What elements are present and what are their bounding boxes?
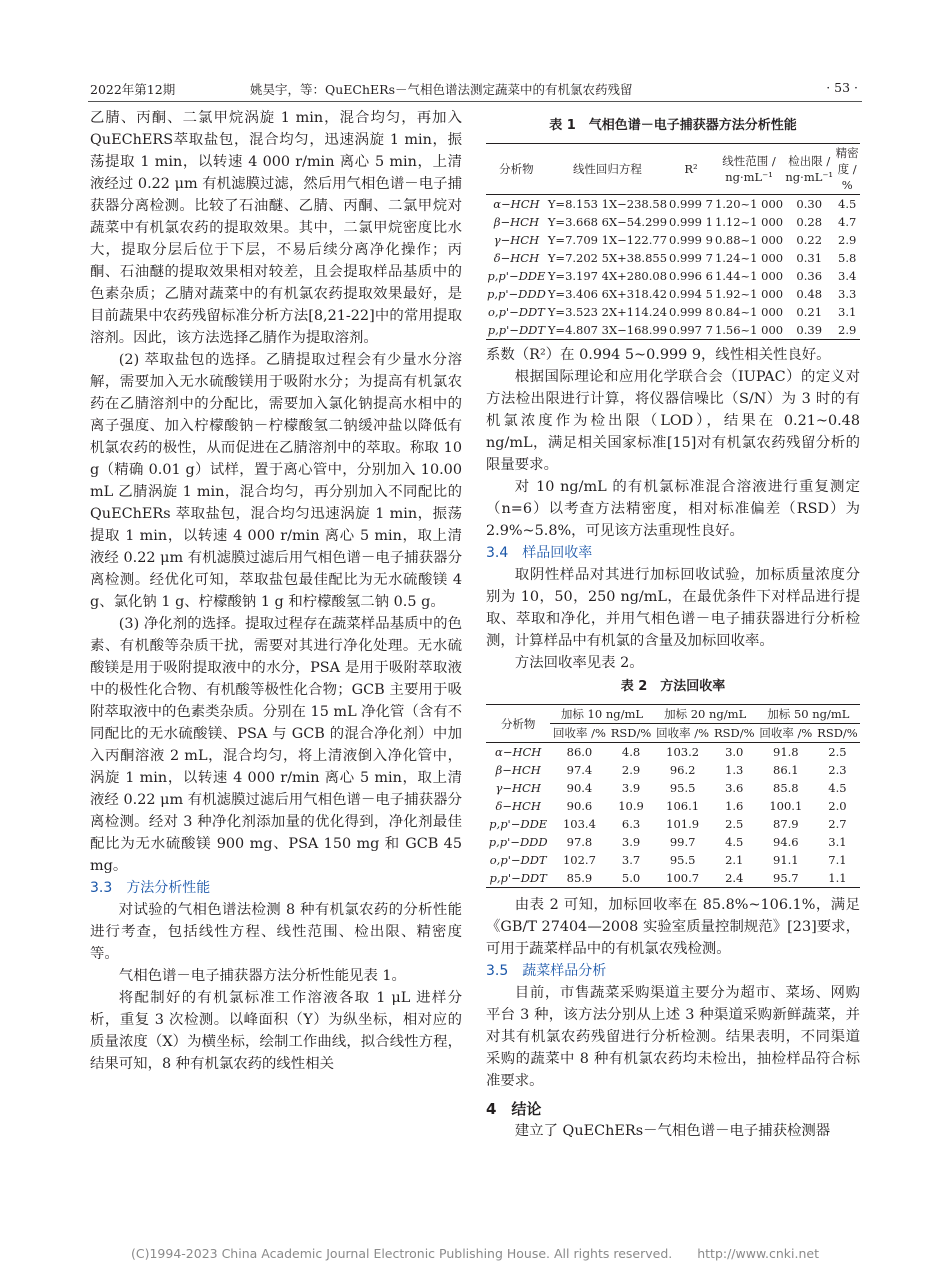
value-cell: Y=7.202 5X+38.855 (547, 251, 668, 265)
table1-row (486, 303, 860, 321)
table2-subheader: RSD/% (815, 724, 860, 743)
value-cell: 1.56~1 000 (714, 321, 784, 340)
value-cell: 10.9 (618, 799, 644, 813)
value-cell: 5.0 (609, 869, 654, 888)
value-cell: 0.994 5 (669, 287, 713, 301)
value-cell: 4.5 (828, 781, 847, 795)
value-cell: 0.21 (796, 305, 823, 319)
value-cell: 3.9 (621, 835, 641, 849)
analyte-cell: α−HCH (493, 197, 540, 211)
value-cell: 0.84~1 000 (714, 305, 784, 319)
value-cell: 103.4 (562, 817, 596, 831)
value-cell: 0.999 7 (669, 251, 713, 265)
table1-caption: 表 1 气相色谱－电子捕获器方法分析性能 (549, 118, 797, 133)
table2-row (486, 869, 860, 888)
value-cell: 86.1 (773, 763, 799, 777)
paragraph: 气相色谱－电子捕获器方法分析性能见表 1。 (118, 968, 406, 984)
paragraph: 系数（R²）在 0.994 5~0.999 9，线性相关性良好。 (486, 347, 831, 363)
value-cell: 3.9 (621, 781, 641, 795)
paragraph: (2) 萃取盐包的选择。乙腈提取过程会有少量水分溶解，需要加入无水硫酸镁用于吸附水分；为提高有机氯农药在乙腈溶剂中的分配比，需要加入氯化钠提高水相中的离子强度、加入柠檬酸钠－柠檬酸氢二钠缓冲盐以降低有机氯农药的极性，从而促进在乙腈溶剂中的萃取。称取 10 g（精确 0.01 g）试样，置于离心管中，分别加入 10.00 mL 乙腈涡旋 1 min，混合均匀，再分别加入不同配比的 QuEChERs 萃取盐包，混合均匀迅速涡旋 1 min，振荡提取 1 min，以转速 4 000 r/min 离心 5 min，取上清液经 0.22 μm 有机滤膜过滤后用气相色谱－电子捕获器分离检测。经优化可知，萃取盐包最佳配比为无水硫酸镁 4 g、氯化钠 1 g、柠檬酸钠 1 g 和柠檬酸氢二钠 0.5 g。 (90, 352, 462, 610)
value-cell: 102.7 (562, 853, 596, 867)
paragraph: (3) 净化剂的选择。提取过程存在蔬菜样品基质中的色素、有机酸等杂质干扰，需要对其进行净化处理。无水硫酸镁是用于吸附提取液中的水分，PSA 是用于吸附萃取液中的极性化合物、有机酸等极性化合物；GCB 主要用于吸附萃取液中的色素类杂质。分别在 15 mL 净化管（含有不同配比的无水硫酸镁、PSA 与 GCB 的混合净化剂）中加入丙酮溶液 2 mL，混合均匀，将上清液倒入净化管中，涡旋 1 min，以转速 4 000 r/min 离心 5 min，取上清液经 0.22 μm 有机滤膜过滤后用气相色谱－电子捕获器分离检测。经对 3 种净化剂添加量的优化得到，净化剂最佳配比为无水硫酸镁 900 mg、PSA 150 mg 和 GCB 45 mg。 (90, 616, 462, 874)
value-cell: 2.5 (725, 817, 744, 831)
table2-row (486, 797, 860, 815)
table1 (486, 143, 860, 340)
value-cell: 0.999 1 (669, 215, 713, 229)
table1-header: 检出限 / ng·mL⁻¹ (784, 144, 834, 195)
value-cell: 2.4 (712, 869, 757, 888)
value-cell: 3.7 (621, 853, 641, 867)
table1-row (486, 267, 860, 285)
analyte-cell: p,p'−DDT (486, 869, 550, 888)
table2-group-header: 加标 50 ng/mL (757, 705, 860, 724)
value-cell: 91.8 (773, 745, 799, 759)
value-cell: 2.9 (838, 233, 857, 247)
value-cell: 2.3 (828, 763, 847, 777)
section-heading-3-3: 3.3 方法分析性能 (90, 880, 211, 896)
value-cell: 99.7 (669, 835, 696, 849)
header-issue: 2022年第12期 (90, 82, 176, 97)
analyte-cell: p,p'−DDD (488, 835, 548, 849)
section-heading-3-4: 3.4 样品回收率 (486, 545, 593, 561)
paragraph: 乙腈、丙酮、二氯甲烷涡旋 1 min，混合均匀，再加入QuEChERS萃取盐包，混合均匀，迅速涡旋 1 min，振荡提取 1 min，以转速 4 000 r/min 离心 5 min，上清液经过 0.22 μm 有机滤膜过滤，然后用气相色谱－电子捕获器分离检测。比较了石油醚、乙腈、丙酮、二氯甲烷对蔬菜中有机氯农药的提取效果。其中，二氯甲烷密度比水大，提取分层后位于下层，不易后续分离净化操作；丙酮、石油醚的提取效果相对较差，且会提取样品基质中的色素杂质；乙腈对蔬菜中的有机氯农药提取效果最好，是目前蔬果中农药残留标准分析方法[8,21-22]中的常用提取溶剂。因此，该方法选择乙腈作为提取溶剂。 (90, 110, 462, 346)
table2-group-header: 加标 10 ng/mL (550, 705, 653, 724)
value-cell: 2.5 (828, 745, 847, 759)
paragraph: 将配制好的有机氯标准工作溶液各取 1 μL 进样分析，重复 3 次检测。以峰面积（Y）为纵坐标，相对应的质量浓度（X）为横坐标，绘制工作曲线，拟合线性方程，结果可知，8 种有机氯农药的线性相关 (90, 990, 462, 1072)
table2 (486, 704, 860, 888)
value-cell: 106.1 (666, 799, 700, 813)
value-cell: 0.22 (796, 233, 823, 247)
paragraph: 根据国际理论和应用化学联合会（IUPAC）的定义对方法检出限进行计算，将仪器信噪比（S/N）为 3 时的有机氯浓度作为检出限（LOD），结果在 0.21~0.48 ng/mL，满足相关国家标准[15]对有机氯农药残留分析的限量要求。 (486, 369, 860, 473)
right-column (486, 113, 860, 1142)
table1-header: 精密度 / % (834, 144, 860, 195)
table1-row (486, 195, 860, 214)
value-cell: Y=8.153 1X−238.58 (547, 197, 668, 211)
value-cell: 0.48 (796, 287, 823, 301)
value-cell: 4.5 (725, 835, 744, 849)
table2-subheader: 回收率 /% (550, 724, 608, 743)
table1-header: 线性回归方程 (547, 144, 668, 195)
table2-subheader: 回收率 /% (757, 724, 815, 743)
analyte-cell: δ−HCH (495, 799, 541, 813)
table2-header-analyte: 分析物 (486, 705, 550, 743)
value-cell: 1.20~1 000 (714, 197, 784, 211)
value-cell: 7.1 (828, 853, 847, 867)
table1-header: R² (668, 144, 714, 195)
value-cell: 0.999 7 (669, 197, 713, 211)
value-cell: 97.4 (566, 763, 593, 777)
analyte-cell: β−HCH (493, 215, 539, 229)
paragraph: 建立了 QuEChERs－气相色谱－电子捕获检测器 (514, 1123, 831, 1139)
table2-subheader: RSD/% (712, 724, 757, 743)
analyte-cell: o,p'−DDT (489, 853, 547, 867)
value-cell: 96.2 (669, 763, 696, 777)
value-cell: 0.39 (784, 321, 834, 340)
table2-group-header: 加标 20 ng/mL (654, 705, 757, 724)
table2-row (486, 779, 860, 797)
value-cell: Y=3.197 4X+280.08 (547, 269, 668, 283)
value-cell: 97.8 (566, 835, 593, 849)
table2-row (486, 815, 860, 833)
value-cell: 1.6 (725, 799, 744, 813)
value-cell: 2.7 (828, 817, 847, 831)
value-cell: 85.9 (550, 869, 608, 888)
value-cell: 1.1 (815, 869, 860, 888)
value-cell: 2.9 (834, 321, 860, 340)
value-cell: 95.5 (669, 781, 696, 795)
copyright-footer: (C)1994-2023 China Academic Journal Electronic Publishing House. All rights reserved. http://www.cnki.net (130, 1246, 820, 1261)
paragraph: 由表 2 可知，加标回收率在 85.8%~106.1%，满足《GB/T 27404—2008 实验室质量控制规范》[23]要求，可用于蔬菜样品中的有机氯农残检测。 (486, 897, 860, 957)
value-cell: 0.28 (796, 215, 823, 229)
table2-caption: 表 2 方法回收率 (620, 679, 726, 694)
section-heading-4: 4 结论 (486, 1100, 542, 1118)
value-cell: 3.4 (838, 269, 857, 283)
value-cell: 1.44~1 000 (714, 269, 784, 283)
value-cell: 0.996 6 (669, 269, 713, 283)
value-cell: 2.0 (828, 799, 847, 813)
value-cell: 1.24~1 000 (714, 251, 784, 265)
table1-row (486, 321, 860, 340)
value-cell: 0.999 8 (669, 305, 713, 319)
value-cell: 90.4 (566, 781, 593, 795)
value-cell: 85.8 (773, 781, 799, 795)
value-cell: 91.1 (773, 853, 799, 867)
value-cell: 6.3 (621, 817, 641, 831)
section-heading-3-5: 3.5 蔬菜样品分析 (486, 963, 607, 979)
table2-row (486, 833, 860, 851)
value-cell: 94.6 (773, 835, 799, 849)
value-cell: 2.1 (725, 853, 744, 867)
analyte-cell: δ−HCH (493, 251, 540, 265)
paragraph: 对试验的气相色谱法检测 8 种有机氯农药的分析性能进行考查，包括线性方程、线性范围、检出限、精密度等。 (90, 902, 462, 962)
value-cell: 87.9 (773, 817, 799, 831)
value-cell: 90.6 (566, 799, 593, 813)
analyte-cell: p,p'−DDD (487, 287, 546, 301)
value-cell: 100.1 (769, 799, 803, 813)
value-cell: 0.999 9 (669, 233, 713, 247)
left-column (90, 107, 462, 1075)
value-cell: 0.30 (796, 197, 823, 211)
paragraph: 目前，市售蔬菜采购渠道主要分为超市、菜场、网购平台 3 种，该方法分别从上述 3 种渠道采购新鲜蔬菜，并对其有机氯农药残留进行分析检测。结果表明，不同渠道采购的蔬菜中 8 种有机氯农药均未检出，抽检样品符合标准要求。 (486, 985, 860, 1089)
value-cell: 2.9 (621, 763, 641, 777)
value-cell: 4.8 (621, 745, 641, 759)
value-cell: Y=3.406 6X+318.42 (547, 287, 668, 301)
header-title: 姚昊宇，等：QuEChERs－气相色谱法测定蔬菜中的有机氯农药残留 (250, 82, 633, 97)
value-cell: 3.1 (838, 305, 857, 319)
value-cell: 3.0 (725, 745, 744, 759)
table2-row (486, 761, 860, 779)
table1-header: 分析物 (486, 144, 547, 195)
analyte-cell: o,p'−DDT (487, 305, 545, 319)
value-cell: 4.7 (838, 215, 857, 229)
value-cell: 95.7 (757, 869, 815, 888)
analyte-cell: γ−HCH (495, 781, 541, 795)
paragraph: 取阴性样品对其进行加标回收试验，加标质量浓度分别为 10，50，250 ng/mL，在最优条件下对样品进行提取、萃取和净化，并用气相色谱－电子捕获器进行分析检测，计算样品中有机氯的含量及加标回收率。 (486, 567, 860, 649)
table1-row (486, 213, 860, 231)
analyte-cell: β−HCH (495, 763, 541, 777)
value-cell: Y=7.709 1X−122.77 (547, 233, 668, 247)
value-cell: 0.36 (796, 269, 823, 283)
value-cell: 95.5 (669, 853, 696, 867)
value-cell: 4.5 (838, 197, 857, 211)
analyte-cell: γ−HCH (493, 233, 540, 247)
value-cell: 100.7 (654, 869, 712, 888)
analyte-cell: p,p'−DDE (487, 269, 546, 283)
value-cell: 86.0 (566, 745, 593, 759)
value-cell: 1.92~1 000 (714, 287, 784, 301)
value-cell: 0.31 (796, 251, 823, 265)
table1-row (486, 231, 860, 249)
value-cell: 0.88~1 000 (714, 233, 784, 247)
analyte-cell: α−HCH (495, 745, 542, 759)
paragraph: 对 10 ng/mL 的有机氯标准混合溶液进行重复测定（n=6）以考查方法精密度，相对标准偏差（RSD）为 2.9%~5.8%，可见该方法重现性良好。 (486, 479, 860, 539)
table1-row (486, 249, 860, 267)
value-cell: 0.997 7 (668, 321, 714, 340)
value-cell: 5.8 (838, 251, 857, 265)
value-cell: 101.9 (666, 817, 700, 831)
table2-subheader: 回收率 /% (654, 724, 712, 743)
table2-row (486, 743, 860, 762)
value-cell: 3.3 (838, 287, 857, 301)
value-cell: Y=4.807 3X−168.99 (547, 321, 668, 340)
header-page-number: · 53 · (826, 80, 858, 95)
header-rule (88, 101, 862, 102)
value-cell: 1.3 (725, 763, 744, 777)
value-cell: Y=3.523 2X+114.24 (547, 305, 668, 319)
paragraph: 方法回收率见表 2。 (514, 655, 644, 671)
table2-row (486, 851, 860, 869)
value-cell: 1.12~1 000 (714, 215, 784, 229)
value-cell: 3.6 (725, 781, 744, 795)
analyte-cell: p,p'−DDT (486, 321, 547, 340)
table1-header: 线性范围 / ng·mL⁻¹ (714, 144, 784, 195)
value-cell: 3.1 (828, 835, 847, 849)
analyte-cell: p,p'−DDE (489, 817, 548, 831)
value-cell: Y=3.668 6X−54.299 (547, 215, 668, 229)
table2-subheader: RSD/% (609, 724, 654, 743)
value-cell: 103.2 (666, 745, 700, 759)
table1-row (486, 285, 860, 303)
